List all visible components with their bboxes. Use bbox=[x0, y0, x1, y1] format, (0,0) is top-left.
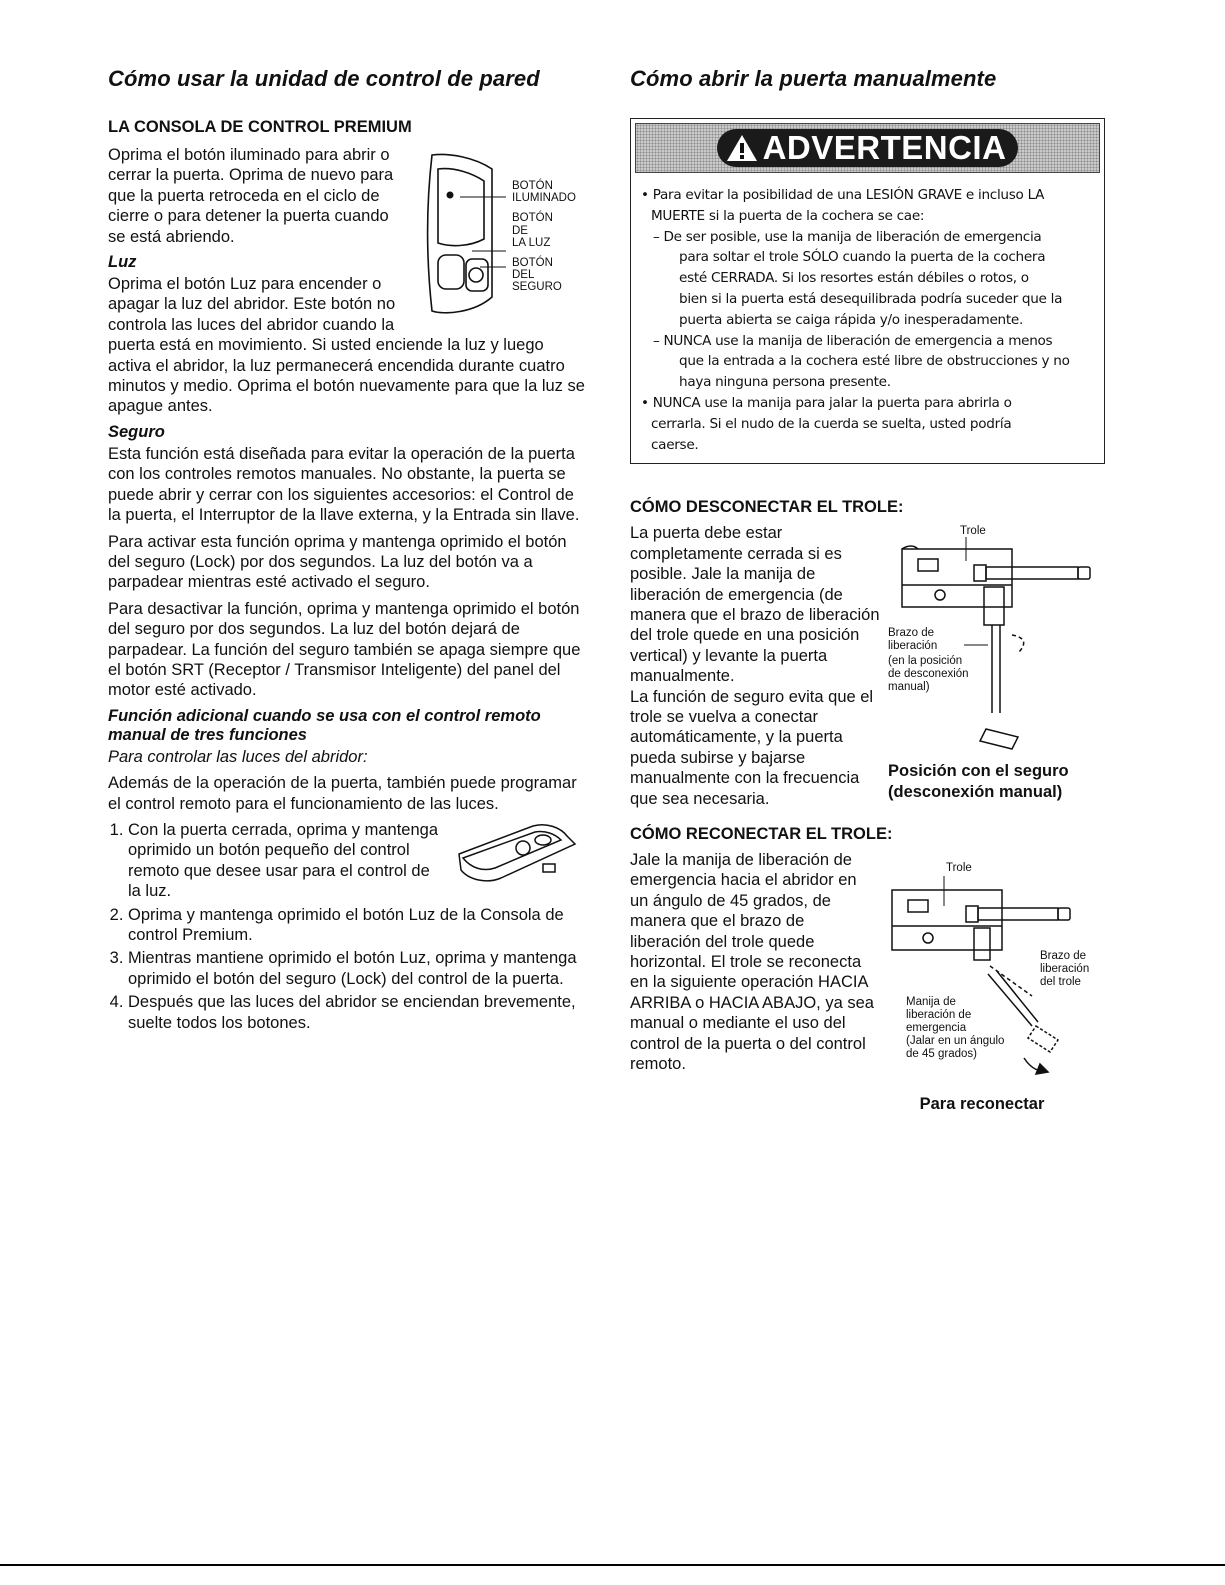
page-bottom-rule bbox=[0, 1564, 1225, 1566]
console-body bbox=[428, 155, 493, 313]
trole-label: Trole bbox=[960, 525, 986, 538]
warning-triangle-icon bbox=[725, 133, 759, 163]
reconnect-illustration bbox=[876, 850, 1105, 1114]
light-button bbox=[438, 255, 464, 289]
seguro-heading: Seguro bbox=[108, 422, 165, 441]
seguro-paragraph-2: Para activar esta función oprima y mantenga oprimido el botón del seguro (Lock) por dos segundos. La luz del botón va a parpadear mientras esté activado el seguro. bbox=[108, 532, 567, 592]
disconnect-heading: CÓMO DESCONECTAR EL TROLE: bbox=[630, 498, 904, 517]
funcion-paragraph: Además de la operación de la puerta, también puede programar el control remoto para el funcionamiento de las luces. bbox=[108, 774, 577, 813]
section-title-manual-open: Cómo abrir la puerta manualmente bbox=[630, 66, 997, 91]
disconnect-paragraph-2: La función de seguro evita que el trole se vuelva a conectar automáticamente, y la puerta pueda subirse y bajarse manualmente con la frecuencia que sea necesaria. bbox=[630, 687, 874, 808]
seguro-paragraph-1: Esta función está diseñada para evitar la operación de la puerta con los controles remotos manuales. No obstante, la puerta se puede abrir y cerrar con los siguientes accesorios: el Control de la puerta, el Interruptor de la llave externa, y la Entrada sin llave. bbox=[108, 444, 580, 525]
console-labels: BOTÓN ILUMINADO BOTÓN DE LA LUZ BOTÓN DEL SEGURO bbox=[512, 180, 576, 294]
disconnect-paragraph: La puerta debe estar completamente cerrada si es posible. Jale la manija de liberación de emergencia (de manera que el brazo de liberación del trole quede en una posición vertical) y levante la puerta manualmente. bbox=[630, 524, 880, 686]
console-paragraph: Oprima el botón iluminado para abrir o cerrar la puerta. Oprima de nuevo para que la puerta retroceda en el ciclo de cierre o para detener la puerta cuando se está abriendo. bbox=[108, 146, 394, 246]
left-column bbox=[108, 66, 586, 1036]
step-3: 3. Mientras mantiene oprimido el botón Luz, oprima y mantenga oprimido el botón del seguro (Lock) del control de la puerta. bbox=[128, 948, 586, 989]
reconnect-paragraph: Jale la manija de liberación de emergencia hacia el abridor en un ángulo de 45 grados, de manera que el brazo de liberación del trole quede horizontal. El trole se reconecta en la siguiente operación HACIA ARRIBA o HACIA ABAJO, ya sea manual o mediante el uso del control de la puerta o del control remoto. bbox=[630, 851, 874, 1074]
luz-heading: Luz bbox=[108, 253, 137, 272]
fig2-caption: Para reconectar bbox=[919, 1095, 1045, 1114]
step-4: 4. Después que las luces del abridor se enciendan brevemente, suelte todos los botones. bbox=[128, 992, 586, 1033]
fig1-brazo-label: Brazo de liberación (en la posición de desconexión manual) bbox=[888, 627, 969, 694]
fig2-manija-label: Manija de liberación de emergencia (Jalar en un ángulo de 45 grados) bbox=[906, 996, 1005, 1061]
fig2-trole-label: Trole bbox=[946, 862, 972, 875]
funcion-subheading: Para controlar las luces del abridor: bbox=[108, 747, 368, 766]
section-title-wall-control: Cómo usar la unidad de control de pared bbox=[108, 66, 540, 91]
fig2-brazo-label: Brazo de liberación del trole bbox=[1040, 950, 1090, 989]
lighted-button bbox=[438, 169, 484, 246]
disconnect-illustration bbox=[888, 523, 1105, 815]
luz-paragraph: Oprima el botón Luz para encender o apagar la luz del abridor. Este botón no controla las luces del abridor cuando la puerta está en movimiento. Si usted enciende la luz y luego activa el abridor, la luz permanecerá encendida durante cuatro minutos y medio. Oprima el botón nuevamente para que la luz se apague antes. bbox=[108, 275, 585, 416]
reconnect-heading: CÓMO RECONECTAR EL TROLE: bbox=[630, 825, 893, 844]
console-heading: LA CONSOLA DE CONTROL PREMIUM bbox=[108, 118, 412, 136]
warning-text: • Para evitar la posibilidad de una LESIÓN GRAVE e incluso LA MUERTE si la puerta de la cochera se cae: – De ser posible, use la manija de liberación de emergencia para soltar el trole SÓLO cuando la puerta de la cochera esté CERRADA. Si los resortes están débiles o rotos, o bien si la puerta está desequilibrada podría suceder que la puerta abierta se caiga rápida y/o inesperadamente. – NUNCA use la manija de liberación de emergencia a menos que la entrada a la cochera esté libre de obstrucciones y no haya ninguna persona presente. • NUNCA use la manija para jalar la puerta para abrirla o cerrarla. Si el nudo de la cuerda se suelta, usted podría caerse. bbox=[641, 187, 1070, 453]
right-column bbox=[630, 66, 1105, 1114]
seguro-paragraph-3: Para desactivar la función, oprima y mantenga oprimido el botón del seguro por dos segundos. La luz del botón dejará de parpadear. La función del seguro también se apaga siempre que el botón SRT (Receptor / Transmisor Inteligente) del panel del motor esté activado. bbox=[108, 599, 581, 700]
warning-box bbox=[630, 118, 1105, 464]
fig1-caption: Posición con el seguro (desconexión manual) bbox=[888, 762, 1069, 801]
reconnect-section bbox=[630, 850, 1105, 1114]
warning-banner bbox=[635, 123, 1100, 173]
step-2: 2. Oprima y mantenga oprimido el botón Luz de la Consola de control Premium. bbox=[128, 905, 586, 946]
step-1: 1. Con la puerta cerrada, oprima y mantenga oprimido un botón pequeño del control remoto que desee usar para el control de la luz. bbox=[128, 820, 586, 902]
funcion-heading: Función adicional cuando se usa con el control remoto manual de tres funciones bbox=[108, 706, 541, 744]
remote-control-illustration bbox=[451, 822, 586, 892]
warning-pill bbox=[717, 129, 1019, 167]
disconnect-section bbox=[630, 523, 1105, 815]
remote-fob-diagram bbox=[451, 822, 586, 892]
warning-title: ADVERTENCIA bbox=[762, 129, 1007, 166]
